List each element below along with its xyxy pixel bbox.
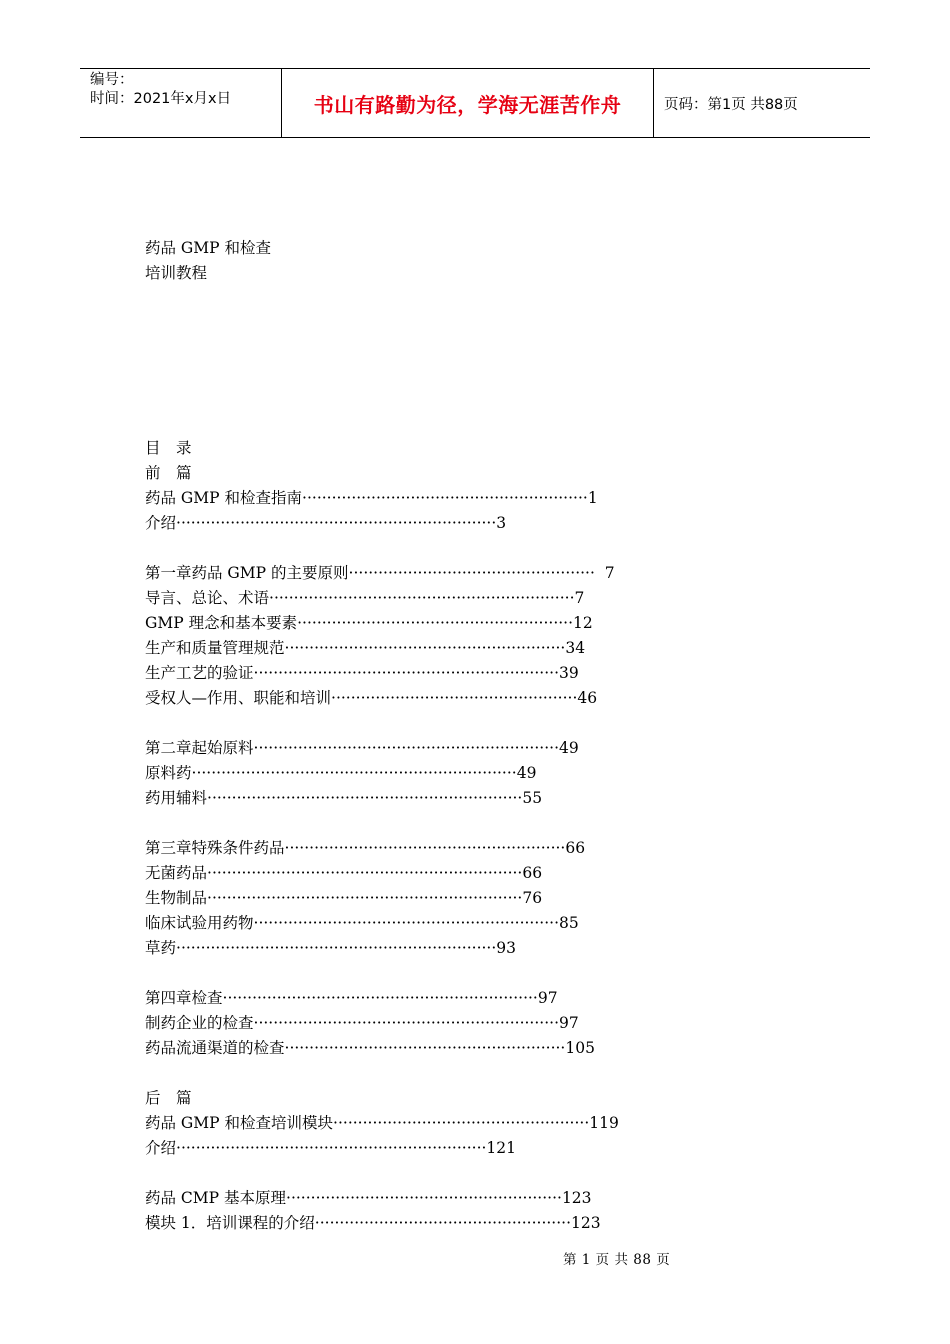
toc-entry-label: 无菌药品: [145, 864, 208, 882]
page-header: [80, 68, 870, 138]
toc-entry: [145, 911, 619, 936]
toc-entry-page: 66: [522, 864, 543, 882]
toc-leader-dots: ························································: [286, 1189, 562, 1207]
toc-entry-page: 34: [565, 639, 586, 657]
toc-entry: [145, 661, 619, 686]
table-of-contents: [145, 436, 619, 1236]
page-footer: 第 1 页 共 88 页: [563, 1252, 671, 1268]
toc-leader-dots: ····················································: [333, 1114, 590, 1132]
toc-leader-dots: ······························································: [269, 589, 575, 607]
toc-leader-dots: ······························································: [253, 914, 559, 932]
toc-entry: [145, 1011, 619, 1036]
toc-entry: [145, 586, 619, 611]
header-meta: [80, 69, 282, 137]
toc-entry-page: 66: [565, 839, 586, 857]
toc-entry-label: 第一章药品 GMP 的主要原则: [145, 564, 349, 582]
toc-entry-page: 7: [594, 564, 615, 582]
toc-entry-page: 121: [486, 1139, 517, 1157]
toc-entry-page: 123: [571, 1214, 601, 1232]
toc-entry: [145, 1211, 619, 1236]
toc-entry-page: 46: [577, 689, 598, 707]
toc-entry: [145, 1036, 619, 1061]
toc-entry-label: 药用辅料: [145, 789, 208, 807]
toc-entry-label: 第四章检查: [145, 989, 223, 1007]
toc-entry: [145, 636, 619, 661]
toc-entry-label: 目 录: [145, 439, 192, 457]
toc-entry: [145, 986, 619, 1011]
toc-leader-dots: ································································: [207, 789, 523, 807]
toc-leader-dots: ································································: [207, 864, 523, 882]
toc-entry-label: 草药: [145, 939, 177, 957]
header-page-info-cell: [654, 69, 870, 137]
page-info: 页码：第1页 共88页: [664, 96, 798, 113]
toc-entry: [145, 761, 619, 786]
toc-entry-page: 3: [496, 514, 507, 532]
toc-entry: [145, 1111, 619, 1136]
toc-entry-label: 药品 GMP 和检查培训模块: [145, 1114, 334, 1132]
toc-leader-dots: ····················································: [314, 1214, 572, 1232]
toc-entry-label: 第三章特殊条件药品: [145, 839, 285, 857]
toc-entry-page: 39: [559, 664, 579, 682]
toc-entry: [145, 886, 619, 911]
toc-spacer: [145, 1161, 619, 1186]
toc-entry: [145, 486, 619, 511]
toc-entry-page: 93: [496, 939, 517, 957]
toc-entry-page: 123: [561, 1189, 592, 1207]
toc-entry-page: 49: [559, 739, 579, 757]
toc-leader-dots: ·································································: [176, 514, 497, 532]
toc-entry: [145, 1136, 619, 1161]
toc-entry-label: 后 篇: [145, 1089, 192, 1107]
toc-leader-dots: ·························································: [284, 839, 566, 857]
toc-spacer: [145, 961, 619, 986]
toc-leader-dots: ··················································: [331, 689, 578, 707]
toc-leader-dots: ·······························································: [176, 1139, 487, 1157]
toc-entry-label: 药品 GMP 和检查指南: [145, 489, 303, 507]
toc-entry-label: 介绍: [145, 1139, 177, 1157]
time-label: 时间：2021年x月x日: [90, 91, 232, 107]
motto: 书山有路勤为径，学海无涯苦作舟: [313, 92, 622, 117]
toc-entry: [145, 1086, 619, 1111]
title-line-1: 药品 GMP 和检查: [145, 239, 272, 257]
toc-leader-dots: ······························································: [253, 739, 559, 757]
toc-entry-label: 生物制品: [145, 889, 208, 907]
toc-entry-label: 制药企业的检查: [145, 1014, 254, 1032]
toc-leader-dots: ·························································: [284, 1039, 566, 1057]
toc-leader-dots: ··················································: [348, 564, 595, 582]
toc-entry-page: 105: [565, 1039, 595, 1057]
number-label: 编号：: [90, 72, 134, 88]
toc-entry: [145, 861, 619, 886]
toc-entry: [145, 561, 619, 586]
toc-entry-label: 前 篇: [145, 464, 192, 482]
toc-leader-dots: ··························································: [302, 489, 588, 507]
toc-entry: [145, 436, 619, 461]
header-motto-cell: [282, 69, 654, 137]
toc-entry-page: 49: [516, 764, 537, 782]
toc-leader-dots: ······························································: [253, 1014, 559, 1032]
toc-entry: [145, 686, 619, 711]
toc-entry-label: GMP 理念和基本要素: [145, 614, 298, 632]
toc-leader-dots: ································································: [222, 989, 538, 1007]
toc-entry-label: 受权人—作用、职能和培训: [145, 689, 332, 707]
title-line-2: 培训教程: [145, 264, 208, 282]
toc-entry-page: 76: [522, 889, 543, 907]
toc-entry: [145, 936, 619, 961]
toc-entry-label: 原料药: [145, 764, 192, 782]
toc-entry-label: 药品 CMP 基本原理: [145, 1189, 287, 1207]
toc-entry: [145, 1186, 619, 1211]
toc-leader-dots: ························································: [297, 614, 574, 632]
toc-entry-page: 85: [559, 914, 579, 932]
toc-entry: [145, 836, 619, 861]
toc-entry-label: 生产和质量管理规范: [145, 639, 285, 657]
toc-entry-page: 97: [559, 1014, 579, 1032]
toc-entry-page: 1: [587, 489, 598, 507]
toc-spacer: [145, 711, 619, 736]
toc-entry-page: 97: [537, 989, 558, 1007]
toc-spacer: [145, 811, 619, 836]
toc-entry-label: 介绍: [145, 514, 177, 532]
toc-entry: [145, 736, 619, 761]
toc-leader-dots: ·································································: [176, 939, 497, 957]
toc-entry-label: 生产工艺的验证: [145, 664, 254, 682]
toc-spacer: [145, 1061, 619, 1086]
toc-entry-label: 导言、总论、术语: [145, 589, 270, 607]
toc-leader-dots: ································································: [207, 889, 523, 907]
toc-entry: [145, 461, 619, 486]
toc-entry: [145, 611, 619, 636]
toc-entry-page: 119: [589, 1114, 619, 1132]
toc-spacer: [145, 536, 619, 561]
toc-entry-label: 临床试验用药物: [145, 914, 254, 932]
toc-leader-dots: ······························································: [253, 664, 559, 682]
toc-entry-page: 7: [574, 589, 585, 607]
toc-entry-page: 55: [522, 789, 543, 807]
toc-entry: [145, 511, 619, 536]
toc-entry: [145, 786, 619, 811]
toc-entry-label: 药品流通渠道的检查: [145, 1039, 285, 1057]
toc-leader-dots: ·························································: [284, 639, 566, 657]
toc-entry-label: 模块 1．培训课程的介绍: [145, 1214, 315, 1232]
toc-entry-label: 第二章起始原料: [145, 739, 254, 757]
toc-entry-page: 12: [573, 614, 593, 632]
document-title: [145, 236, 271, 286]
toc-leader-dots: ··································································: [191, 764, 517, 782]
